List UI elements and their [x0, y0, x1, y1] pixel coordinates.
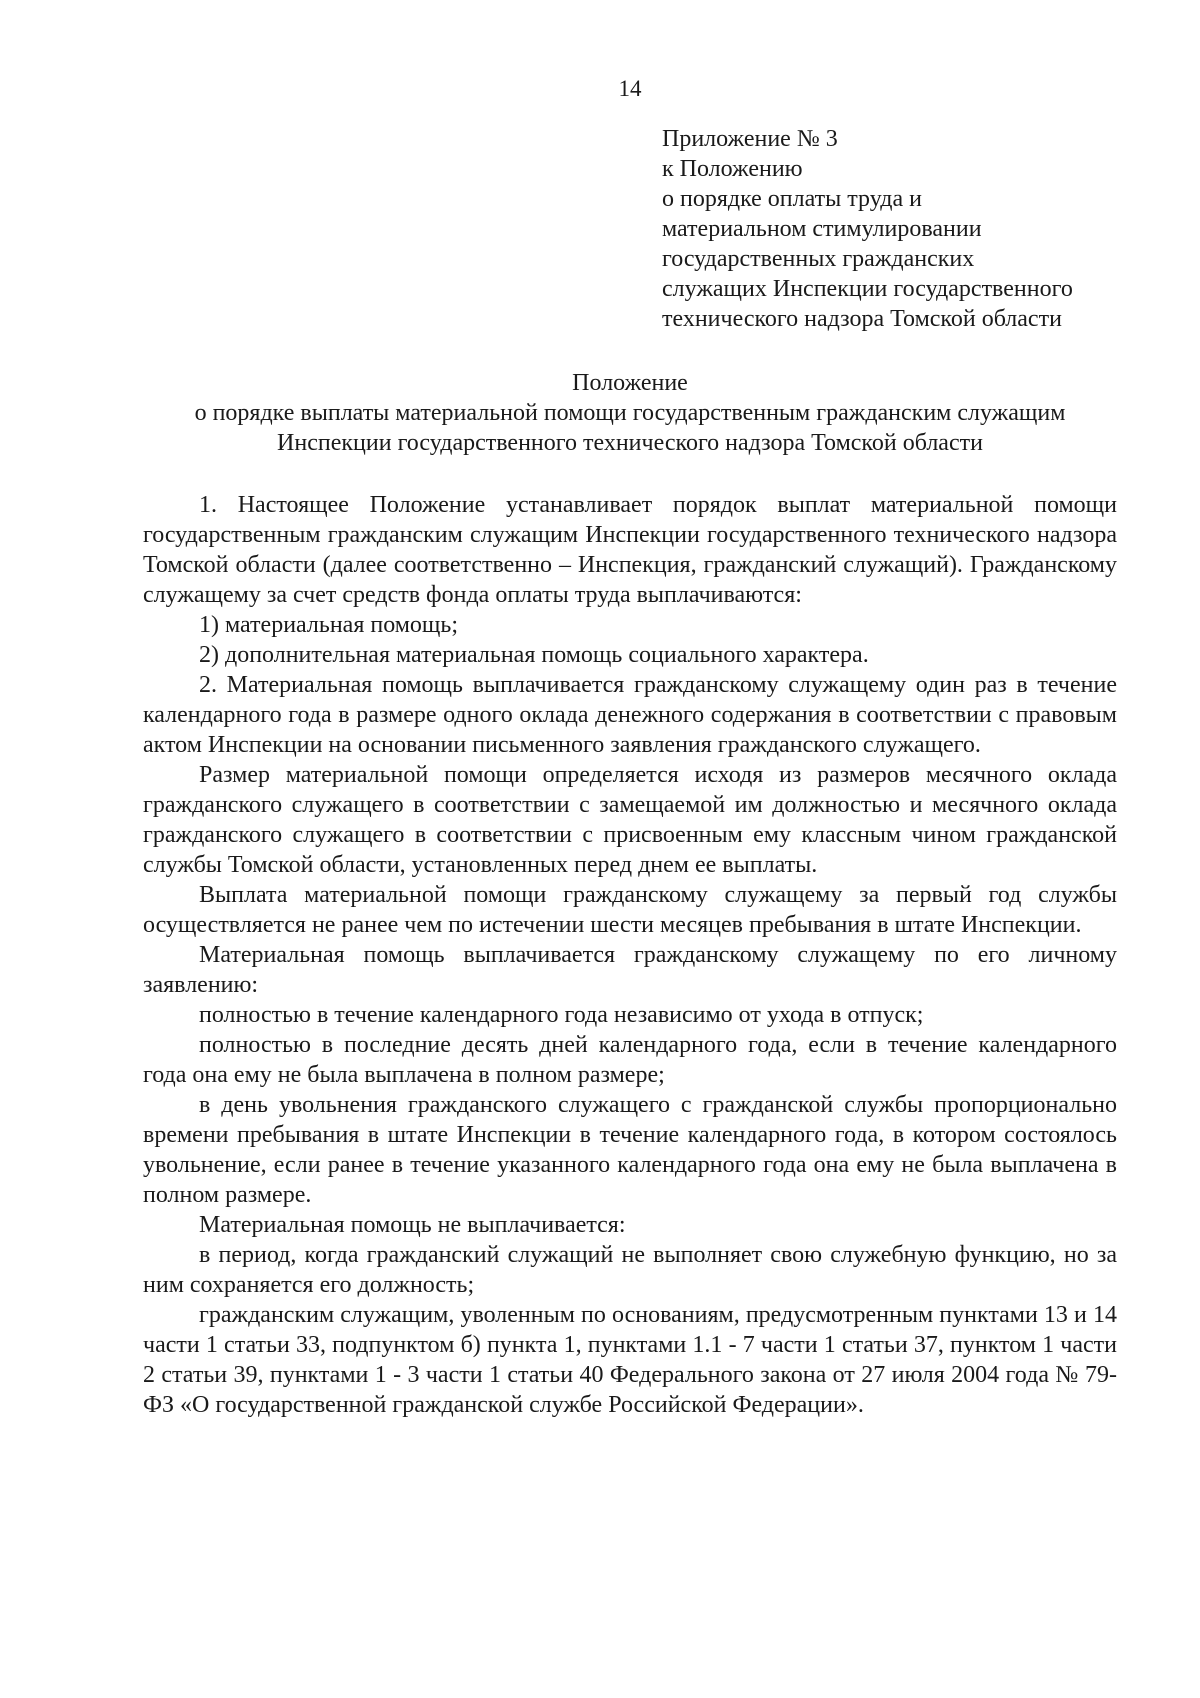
paragraph: Выплата материальной помощи гражданскому служащему за первый год службы осуществляется не ранее чем по истечении шести месяцев пребывания в штате Инспекции. — [143, 882, 1117, 938]
paragraph: полностью в последние десять дней календарного года, если в течение календарного года она ему не была выплачена в полном размере; — [143, 1032, 1117, 1088]
paragraph: полностью в течение календарного года независимо от ухода в отпуск; — [199, 1002, 924, 1028]
document-body — [143, 490, 1117, 1420]
paragraph: 1) материальная помощь; — [199, 612, 459, 638]
document-title — [140, 368, 1120, 458]
paragraph: Материальная помощь выплачивается гражданскому служащему по его личному заявлению: — [143, 942, 1117, 998]
paragraph: гражданским служащим, уволенным по основаниям, предусмотренным пунктами 13 и 14 части 1 статьи 33, подпунктом б) пункта 1, пунктами 1.1 - 7 части 1 статьи 37, пунктом 1 части 2 статьи 39, пунктами 1 - 3 части 1 статьи 40 Федерального закона от 27 июля 2004 года № 79-ФЗ «О государственной гражданской службе Российской Федерации». — [143, 1302, 1117, 1418]
paragraph: Размер материальной помощи определяется исходя из размеров месячного оклада гражданского служащего в соответствии с замещаемой им должностью и месячного оклада гражданского служащего в соответствии с присвоенным ему классным чином гражданской службы Томской области, установленных перед днем ее выплаты. — [143, 762, 1117, 878]
appendix-line: государственных гражданских — [662, 246, 975, 272]
paragraph: в день увольнения гражданского служащего с гражданской службы пропорционально времени пребывания в штате Инспекции в течение календарного года, в котором состоялось увольнение, если ранее в течение указанного календарного года она ему не была выплачена в полном размере. — [143, 1092, 1117, 1208]
appendix-line: к Положению — [662, 156, 803, 182]
title-heading: Положение — [572, 370, 688, 396]
appendix-header — [662, 124, 1073, 334]
page-number: 14 — [618, 76, 642, 101]
appendix-line: технического надзора Томской области — [662, 306, 1062, 332]
paragraph: в период, когда гражданский служащий не выполняет свою служебную функцию, но за ним сохраняется его должность; — [143, 1242, 1117, 1298]
paragraph: Материальная помощь не выплачивается: — [199, 1212, 626, 1238]
title-line: о порядке выплаты материальной помощи государственным гражданским служащим — [194, 400, 1066, 426]
appendix-line: Приложение № 3 — [662, 126, 838, 152]
paragraph: 2. Материальная помощь выплачивается гражданскому служащему один раз в течение календарного года в размере одного оклада денежного содержания в соответствии с правовым актом Инспекции на основании письменного заявления гражданского служащего. — [143, 672, 1117, 758]
appendix-line: о порядке оплаты труда и — [662, 186, 922, 212]
title-line: Инспекции государственного технического надзора Томской области — [277, 430, 983, 456]
appendix-line: материальном стимулировании — [662, 216, 982, 242]
paragraph: 2) дополнительная материальная помощь социального характера. — [199, 642, 869, 668]
paragraph: 1. Настоящее Положение устанавливает порядок выплат материальной помощи государственным гражданским служащим Инспекции государственного технического надзора Томской области (далее соответственно – Инспекция, гражданский служащий). Гражданскому служащему за счет средств фонда оплаты труда выплачиваются: — [143, 492, 1117, 608]
appendix-line: служащих Инспекции государственного — [662, 276, 1073, 302]
